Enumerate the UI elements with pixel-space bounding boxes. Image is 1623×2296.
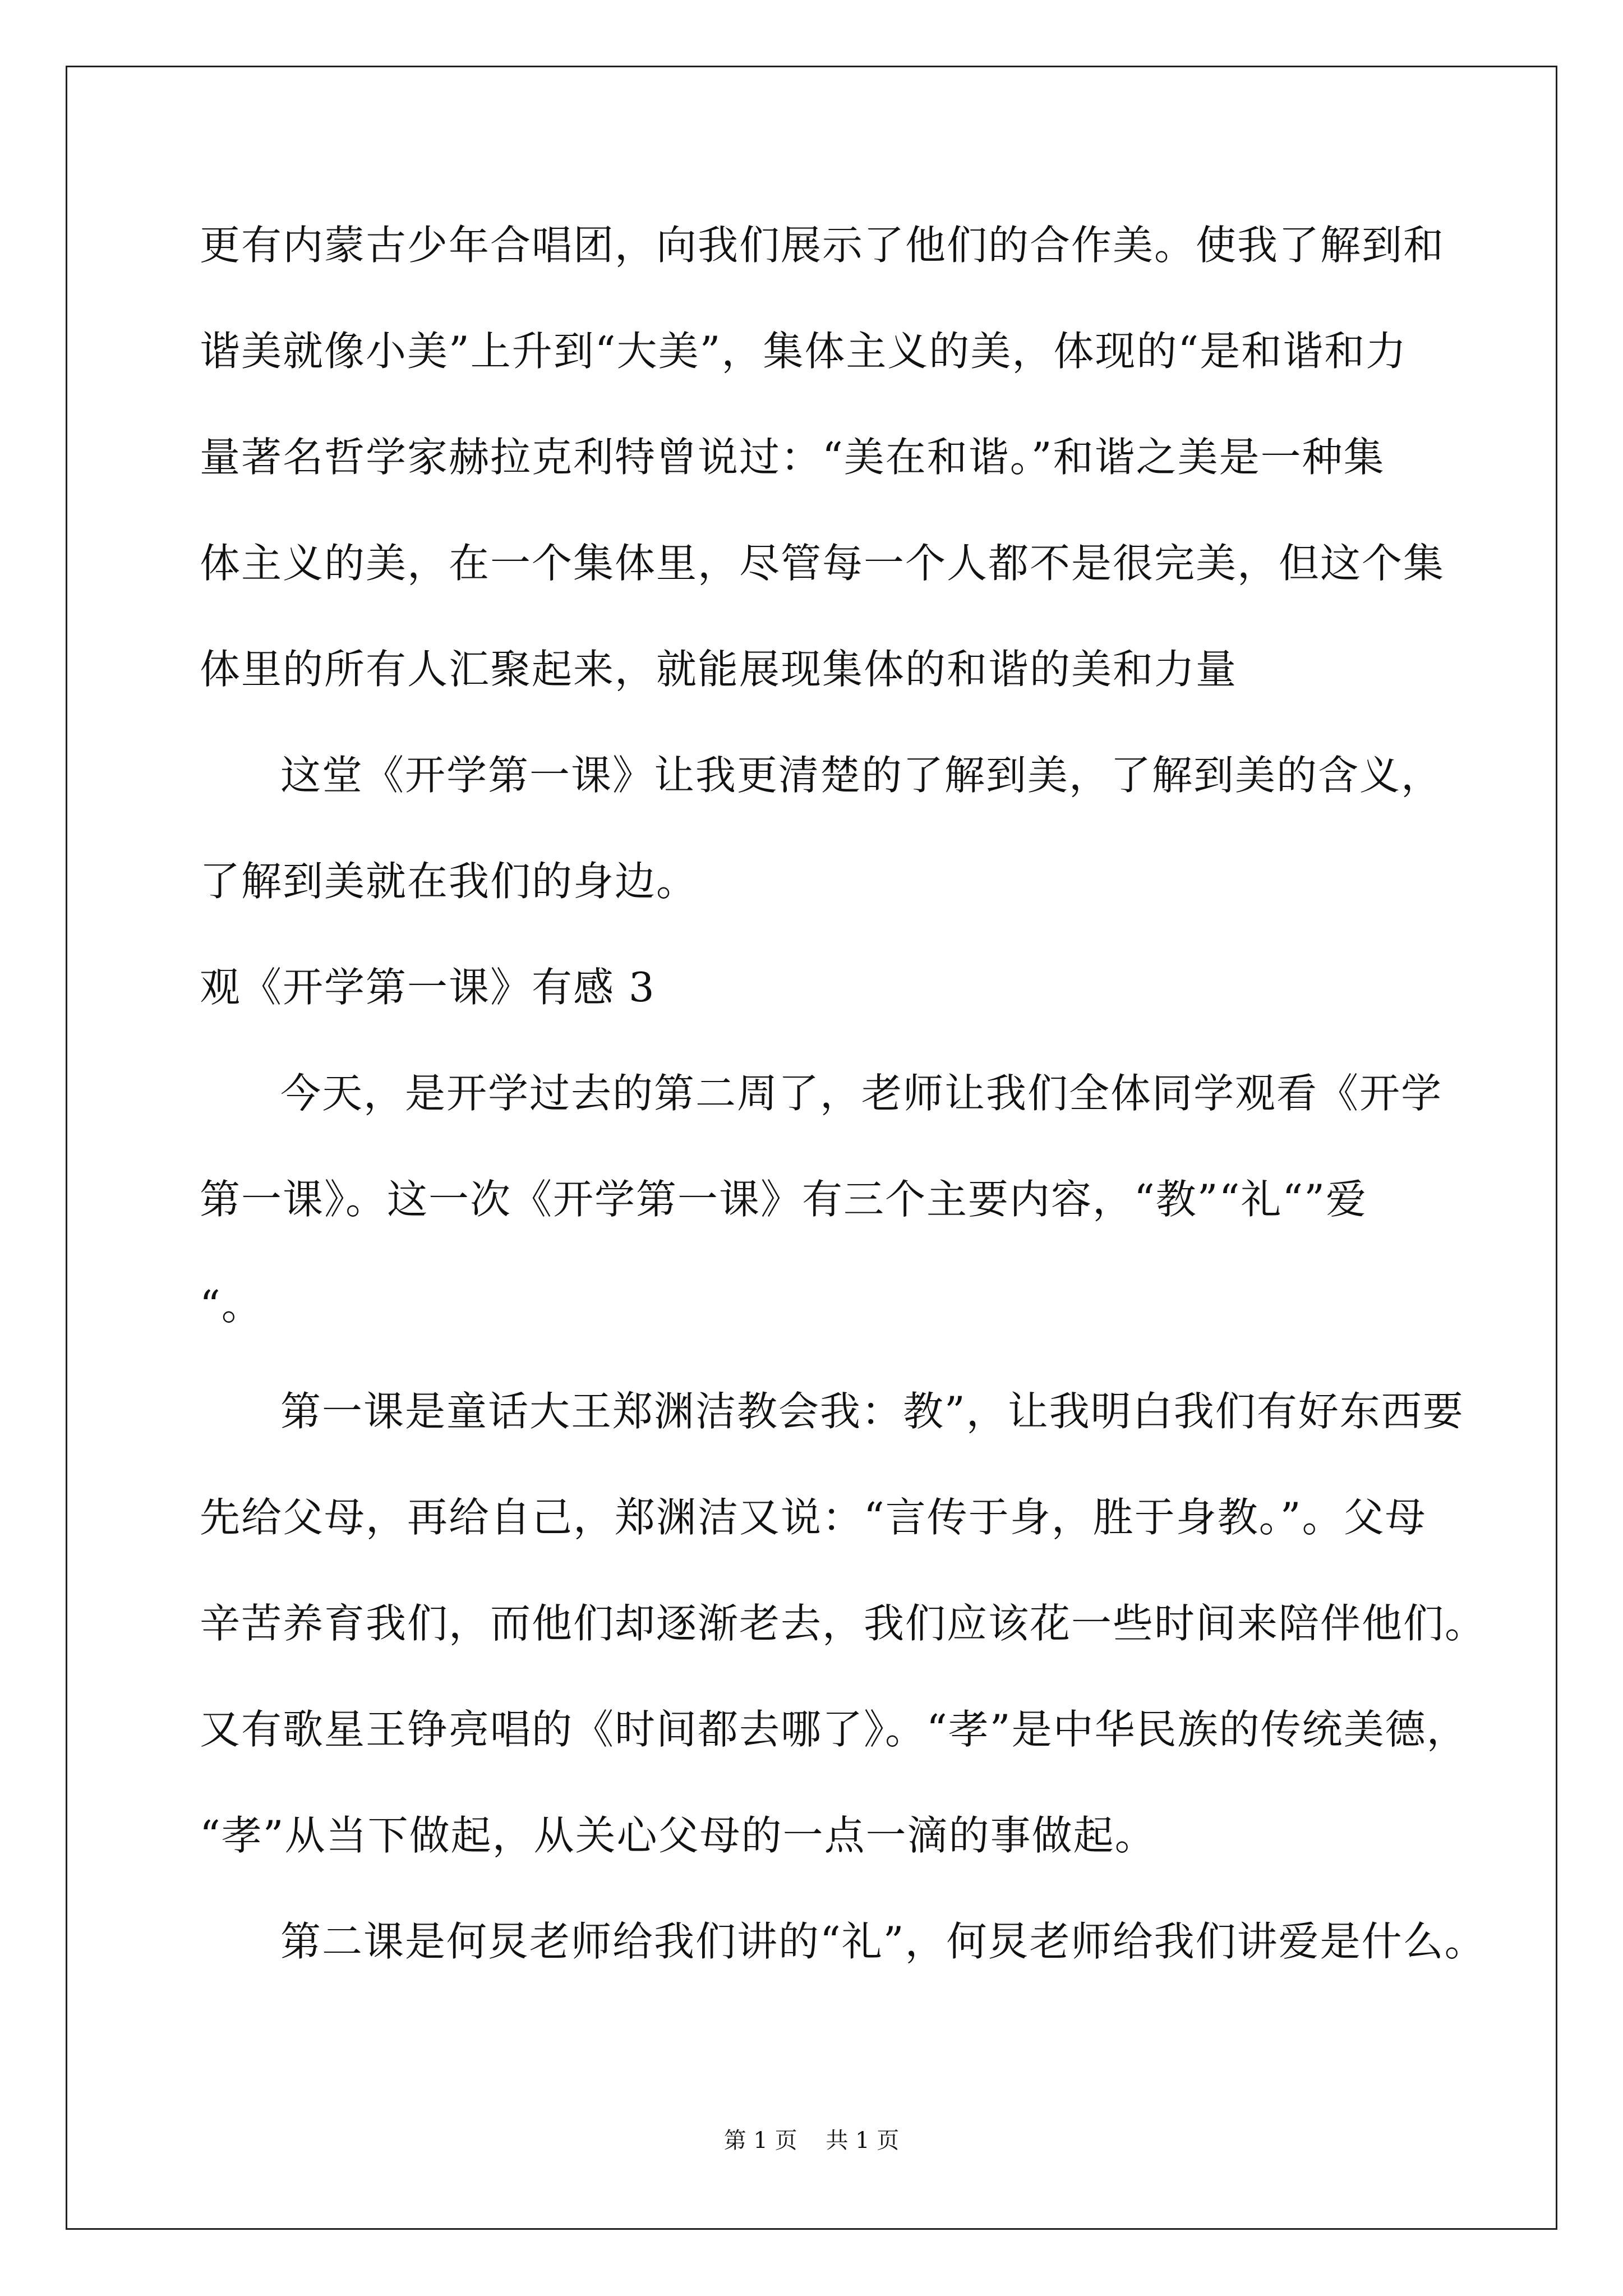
page-border (66, 66, 1557, 2230)
paragraph-line: 谐美就像小美”上升到“大美”，集体主义的美，体现的“是和谐和力 (200, 328, 1408, 375)
paragraph-line: 辛苦养育我们，而他们却逐渐老去，我们应该花一些时间来陪伴他们。 (200, 1600, 1487, 1647)
page-footer: 第 1 页 共 1 页 (723, 2128, 900, 2154)
paragraph-line: 第一课》。这一次《开学第一课》有三个主要内容，“教”“礼“”爱 (200, 1176, 1368, 1223)
paragraph-line: 第一课是童话大王郑渊洁教会我：教”，让我明白我们有好东西要 (280, 1388, 1464, 1435)
paragraph-line: 又有歌星王铮亮唱的《时间都去哪了》。“孝”是中华民族的传统美德， (200, 1706, 1468, 1753)
paragraph-line: 量著名哲学家赫拉克利特曾说过：“美在和谐。”和谐之美是一种集 (200, 434, 1385, 481)
paragraph-line: 先给父母，再给自己，郑渊洁又说：“言传于身，胜于身教。”。父母 (200, 1494, 1427, 1541)
paragraph-line: 体主义的美，在一个集体里，尽管每一个人都不是很完美，但这个集 (200, 540, 1445, 587)
paragraph-line: 了解到美就在我们的身边。 (200, 858, 698, 905)
paragraph-line: 第二课是何炅老师给我们讲的“礼”，何炅老师给我们讲爱是什么。 (280, 1918, 1486, 1965)
paragraph-line: 更有内蒙古少年合唱团，向我们展示了他们的合作美。使我了解到和 (200, 222, 1445, 269)
paragraph-line: 今天，是开学过去的第二周了，老师让我们全体同学观看《开学 (280, 1070, 1443, 1117)
paragraph-line: 体里的所有人汇聚起来，就能展现集体的和谐的美和力量 (200, 646, 1238, 693)
paragraph-line: “孝”从当下做起，从关心父母的一点一滴的事做起。 (200, 1812, 1156, 1859)
paragraph-line: “。 (200, 1282, 263, 1329)
paragraph-line: 这堂《开学第一课》让我更清楚的了解到美，了解到美的含义， (280, 752, 1443, 799)
section-heading: 观《开学第一课》有感 3 (200, 964, 656, 1011)
